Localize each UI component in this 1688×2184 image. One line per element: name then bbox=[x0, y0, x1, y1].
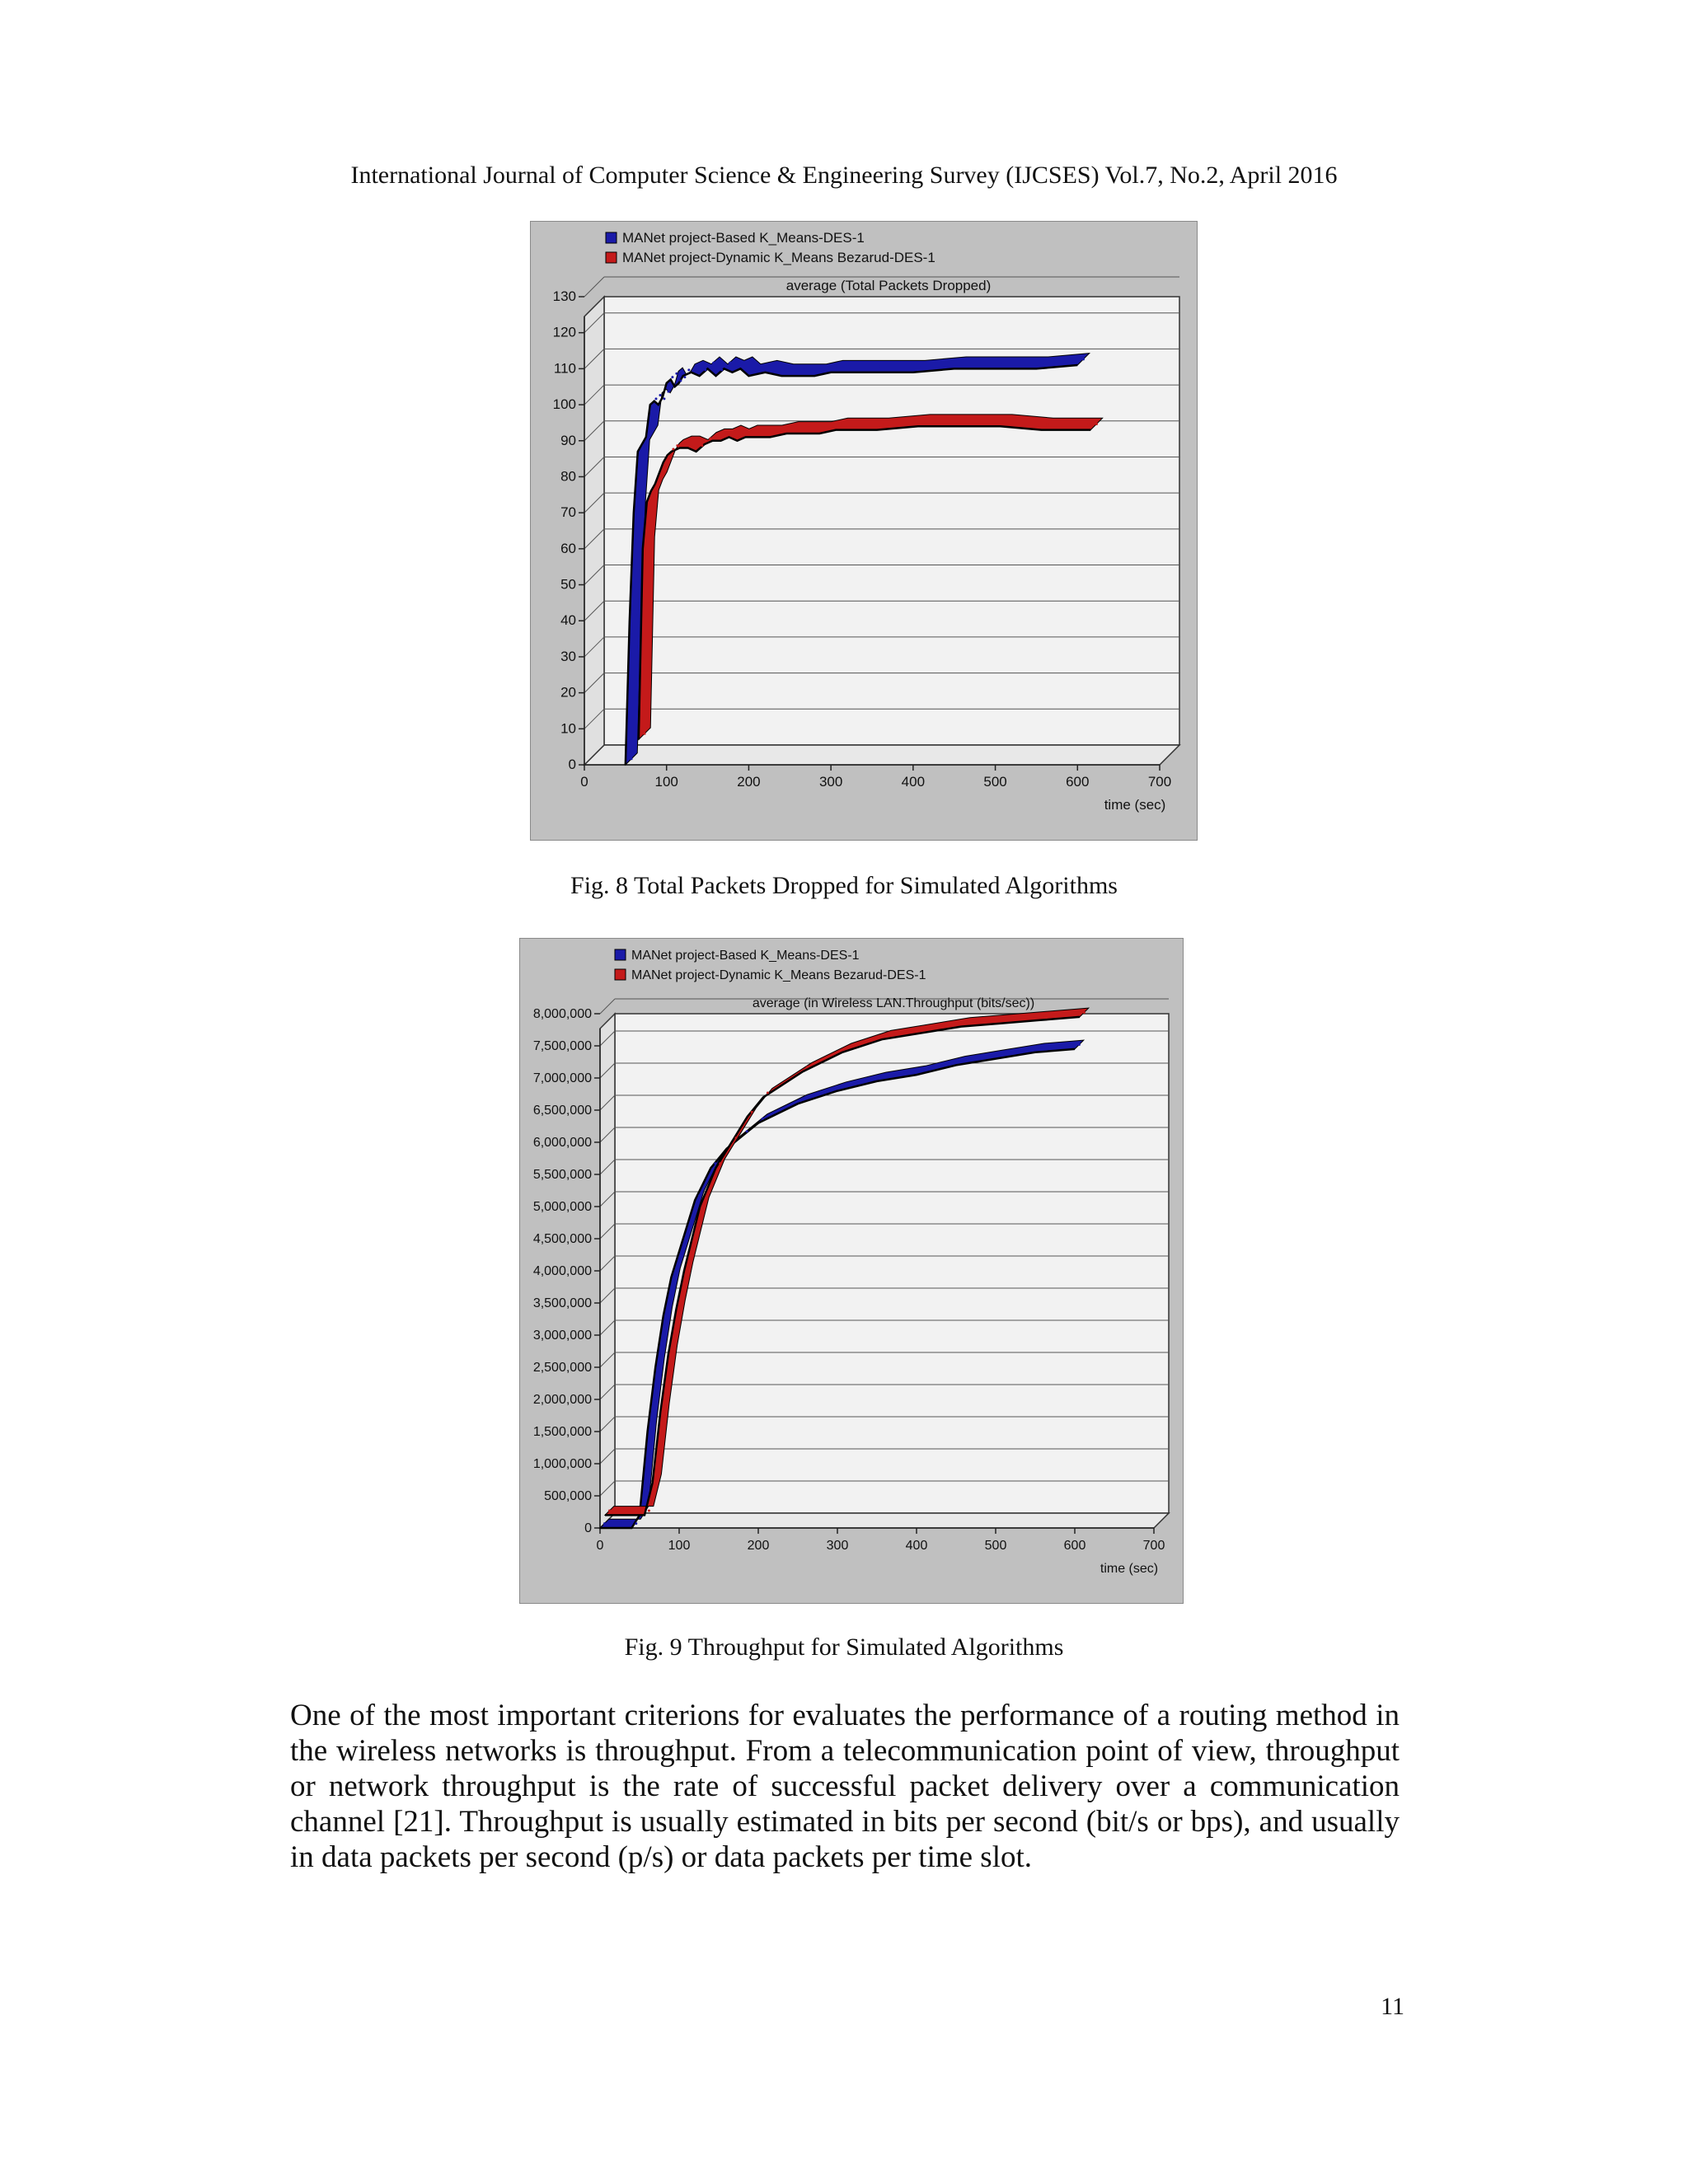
x-tick-label: 700 bbox=[1147, 774, 1172, 790]
y-tick-label: 4,500,000 bbox=[532, 1232, 592, 1246]
data-point bbox=[709, 437, 711, 439]
data-point bbox=[663, 466, 666, 468]
data-point bbox=[675, 373, 678, 375]
data-point bbox=[639, 505, 641, 508]
data-point bbox=[644, 733, 646, 735]
y-tick-label: 1,000,000 bbox=[532, 1457, 592, 1471]
data-point bbox=[920, 1069, 922, 1071]
data-point bbox=[729, 362, 731, 364]
legend-swatch bbox=[615, 969, 626, 980]
data-point bbox=[735, 1137, 738, 1139]
chart-title: average (in Wireless LAN.Throughput (bits/sec)) bbox=[752, 996, 1035, 1010]
data-point bbox=[880, 1076, 883, 1078]
y-tick-label: 40 bbox=[560, 612, 576, 629]
data-point bbox=[663, 397, 665, 400]
data-point bbox=[648, 1510, 650, 1512]
data-point bbox=[640, 1510, 642, 1512]
y-tick-label: 130 bbox=[552, 288, 576, 304]
y-tick-label: 8,000,000 bbox=[532, 1007, 592, 1021]
data-point bbox=[651, 1426, 654, 1428]
y-tick-label: 100 bbox=[552, 396, 576, 413]
data-point bbox=[659, 1361, 661, 1364]
x-tick-label: 600 bbox=[1063, 1539, 1086, 1553]
figure-8-chart bbox=[530, 221, 1198, 841]
y-tick-label: 2,500,000 bbox=[532, 1361, 592, 1375]
x-tick-label: 0 bbox=[580, 774, 588, 790]
y-tick-label: 4,000,000 bbox=[532, 1264, 592, 1278]
data-point bbox=[603, 1522, 606, 1525]
x-axis-label: time (sec) bbox=[1100, 1562, 1159, 1576]
plot-floor bbox=[600, 1513, 1169, 1528]
data-point bbox=[704, 368, 706, 371]
figure-8-caption: Fig. 8 Total Packets Dropped for Simulated Algorithms bbox=[570, 872, 1118, 899]
data-point bbox=[698, 1194, 701, 1197]
y-tick-label: 30 bbox=[560, 648, 576, 664]
x-tick-label: 100 bbox=[654, 774, 678, 790]
data-point bbox=[674, 1272, 677, 1274]
data-point bbox=[619, 1522, 621, 1525]
data-point bbox=[737, 365, 739, 368]
data-point bbox=[734, 430, 736, 433]
data-point bbox=[672, 1349, 674, 1352]
legend-label: MANet project-Dynamic K_Means Bezarud-DES-1 bbox=[631, 968, 926, 982]
data-point bbox=[745, 362, 748, 364]
y-tick-label: 120 bbox=[552, 324, 576, 340]
data-point bbox=[925, 1028, 927, 1030]
data-point bbox=[656, 1478, 659, 1480]
y-tick-label: 500,000 bbox=[544, 1489, 592, 1503]
data-point bbox=[631, 757, 633, 760]
y-tick-label: 1,500,000 bbox=[532, 1425, 592, 1439]
data-point bbox=[1095, 423, 1098, 425]
data-point bbox=[719, 1162, 721, 1165]
x-tick-label: 400 bbox=[901, 774, 926, 790]
data-point bbox=[1004, 1018, 1006, 1020]
data-point bbox=[687, 368, 690, 371]
data-point bbox=[885, 1033, 888, 1036]
data-point bbox=[679, 380, 682, 382]
data-point bbox=[786, 368, 789, 371]
data-point bbox=[808, 426, 810, 429]
y-tick-label: 70 bbox=[560, 504, 576, 521]
data-point bbox=[791, 426, 794, 429]
chart-title: average (Total Packets Dropped) bbox=[785, 278, 992, 293]
legend-label: MANet project-Based K_Means-DES-1 bbox=[622, 230, 865, 246]
data-point bbox=[712, 362, 715, 364]
data-point bbox=[1087, 423, 1090, 425]
data-point bbox=[1000, 362, 1002, 364]
legend-swatch bbox=[615, 949, 626, 960]
data-point bbox=[753, 368, 756, 371]
figure-9-caption: Fig. 9 Throughput for Simulated Algorithms bbox=[624, 1633, 1064, 1661]
data-point bbox=[667, 391, 669, 393]
y-tick-label: 110 bbox=[553, 360, 576, 377]
legend-swatch bbox=[606, 232, 617, 243]
data-point bbox=[742, 434, 744, 436]
data-point bbox=[803, 368, 805, 371]
y-tick-label: 6,500,000 bbox=[532, 1104, 592, 1118]
data-point bbox=[999, 1053, 1001, 1056]
body-paragraph: One of the most important criterions for evaluates the performance of a routing method in the wireless networks is throughput. From a telecommunication point of view, throughput or network throughput is the rate of successful packet delivery over a communication channel [21]. Throughput is usually estimated in bits per second (bit/s or bps), and usually in data packets per second (p/s) or data packets per time slot. bbox=[290, 1699, 1400, 1874]
data-point bbox=[696, 365, 698, 368]
y-tick-label: 0 bbox=[584, 1521, 592, 1535]
data-point bbox=[923, 419, 926, 422]
data-point bbox=[1082, 358, 1085, 360]
y-tick-label: 3,500,000 bbox=[532, 1296, 592, 1310]
journal-header: International Journal of Computer Science & Engineering Survey (IJCSES) Vol.7, No.2, April 2016 bbox=[350, 162, 1338, 189]
data-point bbox=[836, 365, 838, 368]
data-point bbox=[679, 1304, 682, 1306]
data-point bbox=[671, 376, 673, 378]
x-tick-label: 200 bbox=[747, 1539, 770, 1553]
legend-label: MANet project-Based K_Means-DES-1 bbox=[631, 949, 860, 963]
data-point bbox=[647, 437, 649, 439]
data-point bbox=[964, 419, 966, 422]
data-point bbox=[1043, 1015, 1046, 1017]
y-tick-label: 7,000,000 bbox=[532, 1071, 592, 1085]
data-point bbox=[608, 1510, 611, 1512]
data-point bbox=[841, 1085, 843, 1088]
data-point bbox=[703, 1201, 706, 1203]
data-point bbox=[801, 1098, 804, 1100]
data-point bbox=[846, 1047, 848, 1049]
x-tick-label: 500 bbox=[983, 774, 1007, 790]
data-point bbox=[806, 1066, 809, 1068]
data-point bbox=[918, 365, 921, 368]
y-tick-label: 20 bbox=[560, 684, 576, 701]
data-point bbox=[770, 365, 772, 368]
x-tick-label: 200 bbox=[737, 774, 761, 790]
x-tick-label: 400 bbox=[905, 1539, 928, 1553]
data-point bbox=[751, 1111, 753, 1113]
x-tick-label: 300 bbox=[826, 1539, 849, 1553]
x-tick-label: 100 bbox=[668, 1539, 691, 1553]
data-point bbox=[959, 1060, 962, 1062]
y-tick-label: 2,000,000 bbox=[532, 1393, 592, 1407]
data-point bbox=[668, 455, 670, 457]
plot-area bbox=[615, 1014, 1169, 1513]
data-point bbox=[714, 1162, 716, 1165]
data-point bbox=[701, 444, 703, 447]
data-point bbox=[624, 1510, 626, 1512]
data-point bbox=[775, 430, 777, 433]
data-point bbox=[682, 1246, 685, 1249]
data-point bbox=[758, 430, 761, 433]
y-tick-label: 50 bbox=[560, 576, 576, 593]
y-tick-label: 6,000,000 bbox=[532, 1136, 592, 1150]
data-point bbox=[635, 1522, 637, 1525]
data-point bbox=[648, 541, 650, 544]
data-point bbox=[659, 394, 661, 396]
data-point bbox=[1046, 423, 1048, 425]
data-point bbox=[687, 1265, 690, 1268]
y-tick-label: 7,500,000 bbox=[532, 1039, 592, 1053]
y-tick-label: 10 bbox=[560, 720, 576, 737]
y-tick-label: 60 bbox=[560, 540, 576, 556]
data-point bbox=[672, 448, 674, 451]
data-point bbox=[959, 362, 961, 364]
x-tick-label: 500 bbox=[984, 1539, 1007, 1553]
data-point bbox=[882, 423, 884, 425]
data-point bbox=[663, 1407, 666, 1409]
y-tick-label: 3,000,000 bbox=[532, 1329, 592, 1343]
x-axis-label: time (sec) bbox=[1104, 797, 1166, 813]
x-tick-label: 0 bbox=[596, 1539, 604, 1553]
data-point bbox=[746, 1130, 748, 1132]
figure-9-chart bbox=[519, 938, 1184, 1604]
y-tick-label: 5,000,000 bbox=[532, 1200, 592, 1214]
data-point bbox=[676, 444, 678, 447]
plot-floor bbox=[584, 745, 1179, 765]
data-point bbox=[643, 444, 645, 447]
legend-swatch bbox=[606, 252, 617, 263]
x-tick-label: 700 bbox=[1142, 1539, 1165, 1553]
data-point bbox=[650, 430, 653, 433]
data-point bbox=[652, 494, 654, 497]
data-point bbox=[750, 430, 753, 433]
data-point bbox=[1041, 362, 1043, 364]
data-point bbox=[717, 434, 720, 436]
data-point bbox=[659, 477, 662, 480]
page-number: 11 bbox=[1381, 1993, 1404, 2020]
data-point bbox=[1039, 1047, 1041, 1049]
data-point bbox=[655, 484, 658, 486]
data-point bbox=[767, 1092, 769, 1094]
plot-left-wall bbox=[584, 297, 604, 765]
data-point bbox=[683, 376, 686, 378]
x-tick-label: 300 bbox=[818, 774, 843, 790]
data-point bbox=[1083, 1011, 1085, 1014]
data-point bbox=[841, 423, 843, 425]
y-tick-label: 90 bbox=[560, 432, 576, 448]
data-point bbox=[635, 614, 637, 616]
data-point bbox=[720, 368, 723, 371]
data-point bbox=[1078, 1043, 1081, 1046]
data-point bbox=[877, 365, 879, 368]
data-point bbox=[1005, 419, 1007, 422]
x-tick-label: 600 bbox=[1066, 774, 1090, 790]
data-point bbox=[762, 1118, 764, 1120]
legend-label: MANet project-Dynamic K_Means Bezarud-DES-1 bbox=[622, 250, 935, 265]
data-point bbox=[667, 1310, 669, 1313]
data-point bbox=[819, 368, 822, 371]
data-point bbox=[824, 426, 827, 429]
data-point bbox=[692, 441, 695, 443]
data-point bbox=[654, 397, 657, 400]
data-point bbox=[964, 1021, 967, 1024]
y-tick-label: 0 bbox=[568, 757, 576, 772]
data-point bbox=[684, 441, 687, 443]
y-tick-label: 5,500,000 bbox=[532, 1168, 592, 1182]
data-point bbox=[725, 434, 728, 436]
y-tick-label: 80 bbox=[560, 468, 576, 485]
